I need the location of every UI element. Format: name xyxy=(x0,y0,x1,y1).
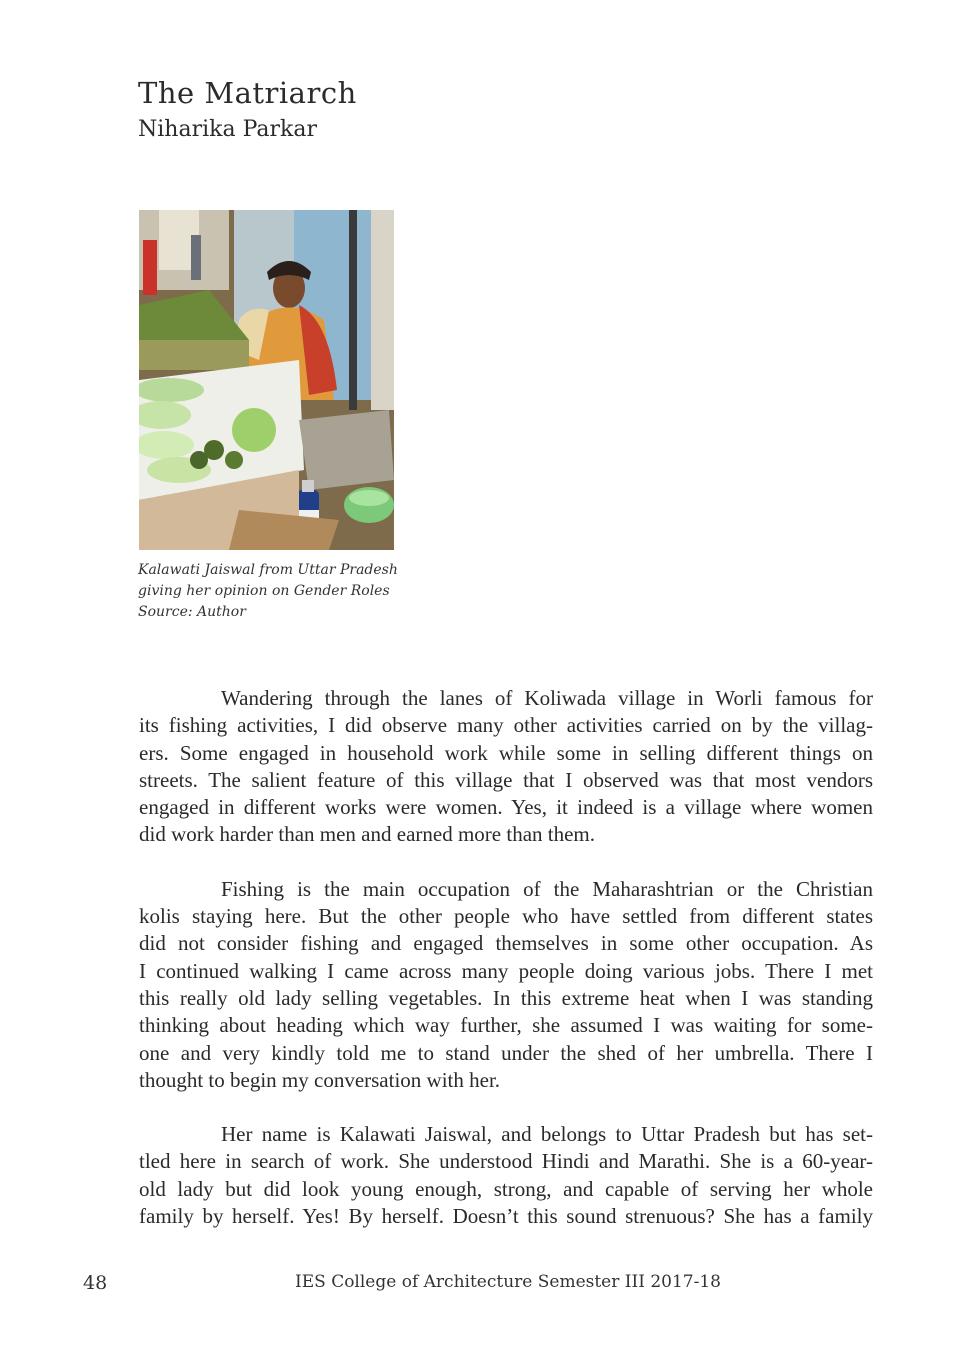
text-line: Her name is Kalawati Jaiswal, and belongs to Uttar Pradesh but has set- xyxy=(221,1122,873,1147)
article-author: Niharika Parkar xyxy=(138,117,317,142)
text-line: did not consider fishing and engaged themselves in some other occupation. As xyxy=(139,931,873,956)
text-line: Fishing is the main occupation of the Maharashtrian or the Christian xyxy=(221,876,873,901)
article-title: The Matriarch xyxy=(138,76,357,110)
text-line: ers. Some engaged in household work while some in selling different things on xyxy=(139,740,873,765)
text-line: engaged in different works were women. Yes, it indeed is a village where women xyxy=(139,795,873,820)
caption-line: giving her opinion on Gender Roles xyxy=(138,583,390,599)
text-line: this really old lady selling vegetables. In this extreme heat when I was standing xyxy=(139,985,873,1010)
photo-caption xyxy=(138,560,438,623)
text-line: old lady but did look young enough, strong, and capable of serving her whole xyxy=(139,1176,873,1201)
text-line: its fishing activities, I did observe many other activities carried on by the villag- xyxy=(139,713,873,738)
caption-line: Source: Author xyxy=(138,604,246,620)
text-line: streets. The salient feature of this village that I observed was that most vendors xyxy=(139,767,873,792)
page-number: 48 xyxy=(83,1272,108,1294)
text-line: tled here in search of work. She understood Hindi and Marathi. She is a 60-year- xyxy=(139,1149,873,1174)
paragraph xyxy=(139,1121,873,1230)
text-line: kolis staying here. But the other people who have settled from different states xyxy=(139,904,873,929)
text-line: one and very kindly told me to stand under the shed of her umbrella. There I xyxy=(139,1040,873,1065)
text-line: I continued walking I came across many people doing various jobs. There I met xyxy=(139,958,873,983)
text-line: did work harder than men and earned more than them. xyxy=(139,822,596,847)
vendor-photo xyxy=(139,210,394,550)
paragraph xyxy=(139,876,873,1094)
caption-line: Kalawati Jaiswal from Uttar Pradesh xyxy=(138,562,398,578)
text-line: Wandering through the lanes of Koliwada village in Worli famous for xyxy=(221,686,873,710)
paragraph xyxy=(139,685,873,849)
text-line: thought to begin my conversation with her. xyxy=(139,1067,501,1092)
vendor-photo-illustration xyxy=(139,210,394,550)
footer-publication: IES College of Architecture Semester III 2017-18 xyxy=(295,1272,721,1292)
text-line: family by herself. Yes! By herself. Doesn’t this sound strenuous? She has a family xyxy=(139,1204,873,1229)
article-body xyxy=(139,685,873,1257)
text-line: thinking about heading which way further, she assumed I was waiting for some- xyxy=(139,1013,873,1038)
